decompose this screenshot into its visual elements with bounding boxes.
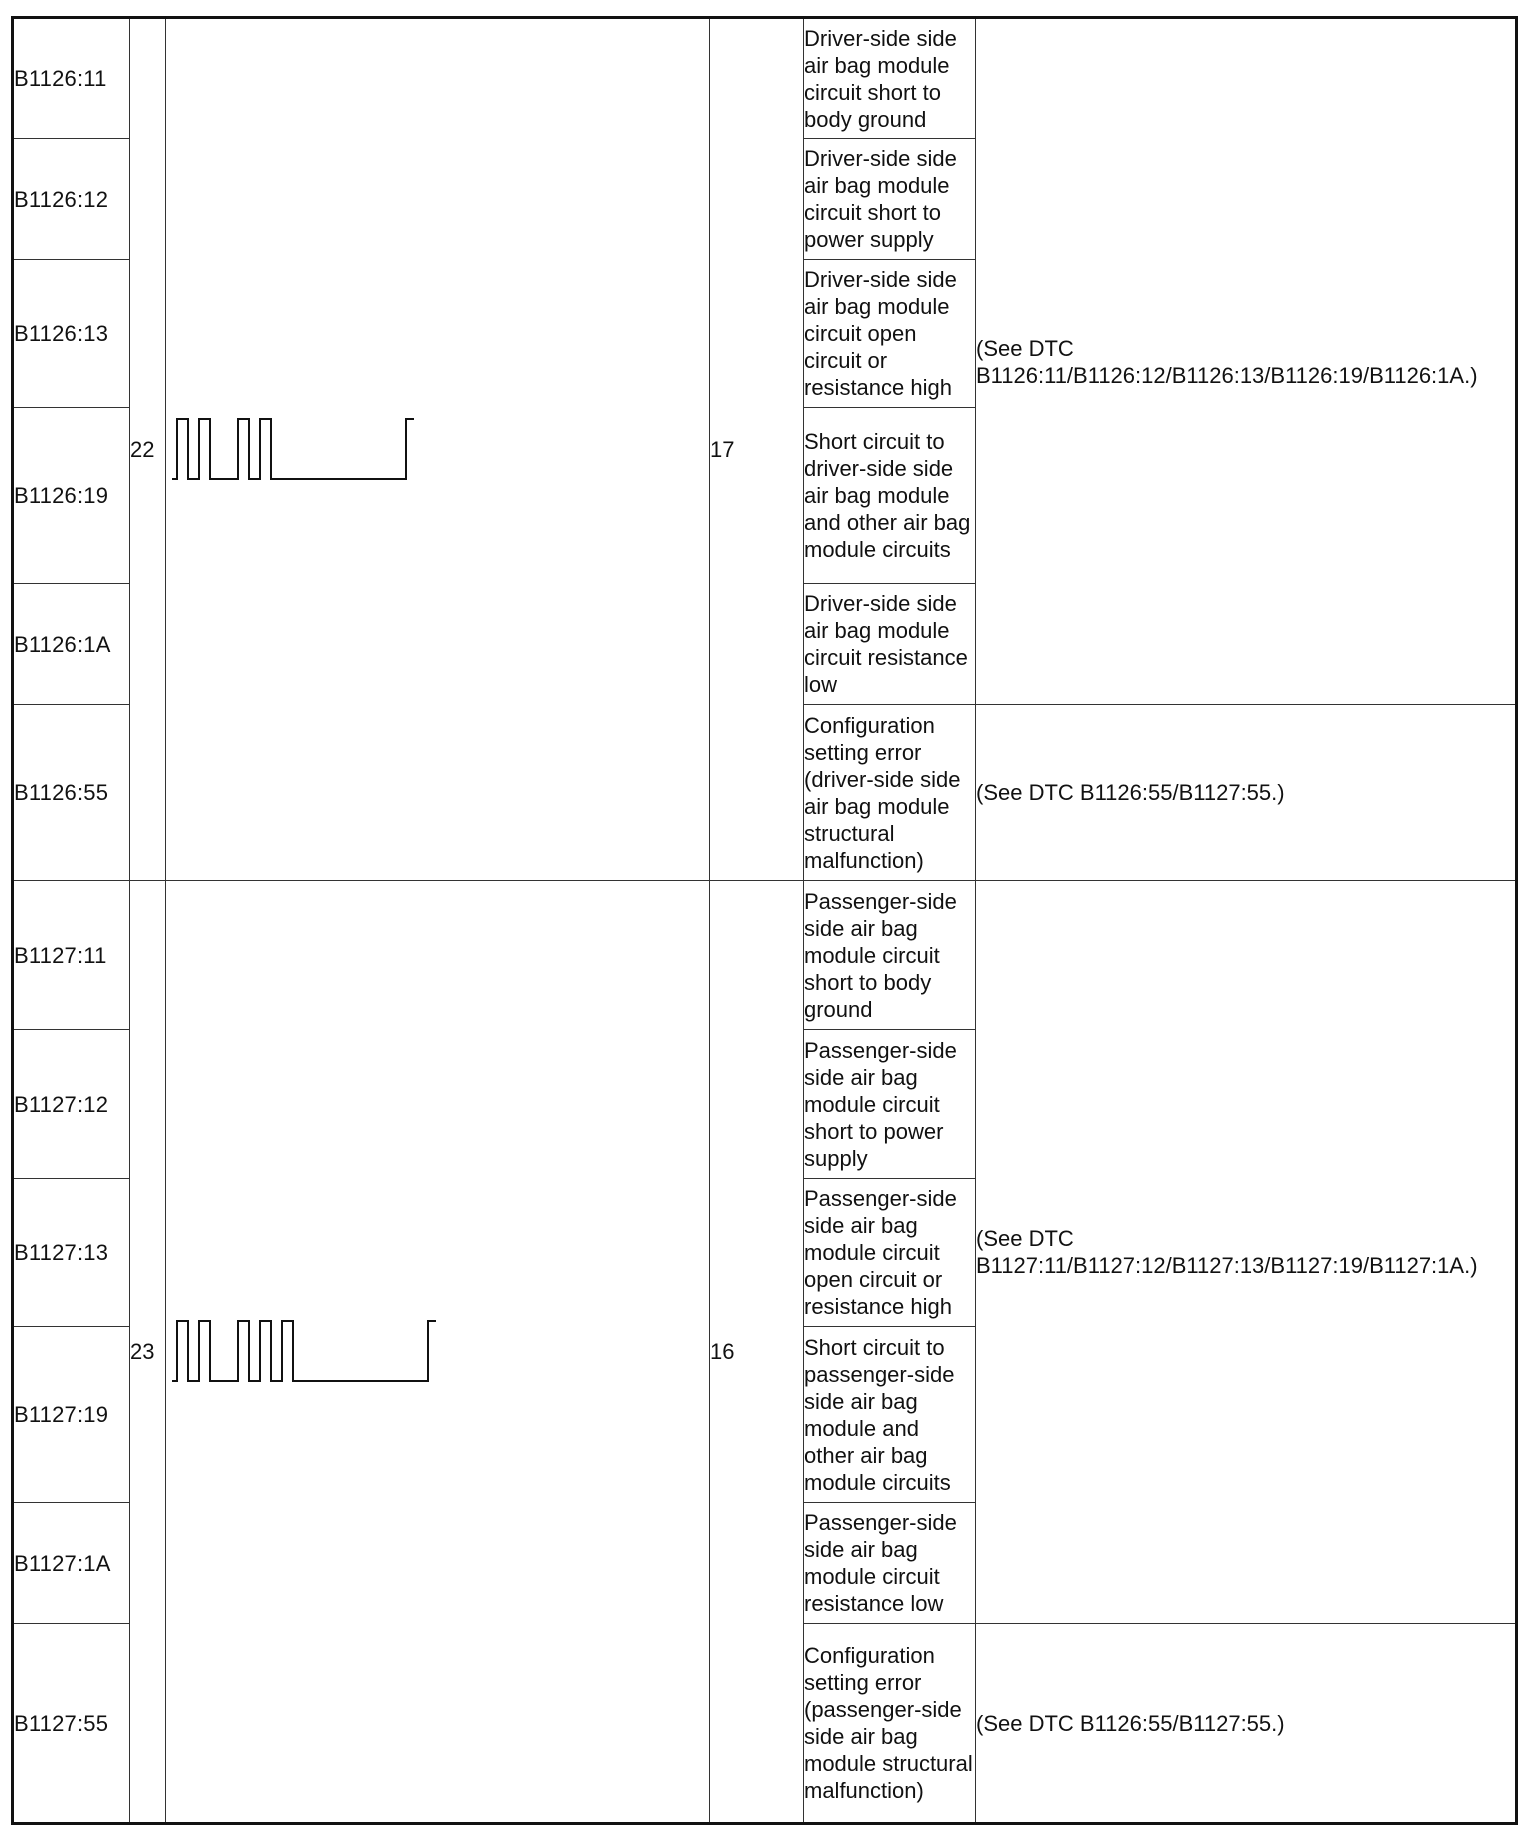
dtc-code: B1126:55 <box>13 705 130 881</box>
pulse-line <box>172 419 414 479</box>
flash-count: 16 <box>710 881 804 1824</box>
pulse-line <box>172 1321 436 1381</box>
ref-line: (See DTC <box>976 335 1074 361</box>
dtc-description: Short circuit to passenger-side side air bag module and other air bag module circuits <box>804 1327 976 1503</box>
dtc-description: Passenger-side side air bag module circuit short to power supply <box>804 1030 976 1179</box>
dtc-reference <box>976 881 1517 1624</box>
dtc-code: B1127:13 <box>13 1179 130 1327</box>
dtc-description: Configuration setting error (passenger-side side air bag module structural malfunction) <box>804 1624 976 1824</box>
flash-count: 17 <box>710 18 804 881</box>
dtc-code: B1127:11 <box>13 881 130 1030</box>
dtc-table <box>11 16 1518 1825</box>
dtc-description: Short circuit to driver-side side air bag module and other air bag module circuits <box>804 408 976 584</box>
pulse-waveform <box>166 1307 710 1397</box>
dtc-code: B1127:19 <box>13 1327 130 1503</box>
dtc-code: B1126:19 <box>13 408 130 584</box>
dtc-description: Passenger-side side air bag module circuit resistance low <box>804 1503 976 1624</box>
dtc-description: Configuration setting error (driver-side side air bag module structural malfunction) <box>804 705 976 881</box>
ref-line: B1127:11/B1127:12/B1127:13/B1127:19/B1127:1A.) <box>976 1253 1478 1278</box>
dtc-description: Passenger-side side air bag module circuit open circuit or resistance high <box>804 1179 976 1327</box>
dtc-code: B1127:12 <box>13 1030 130 1179</box>
dtc-description: Driver-side side air bag module circuit short to power supply <box>804 139 976 260</box>
dtc-code: B1126:11 <box>13 18 130 139</box>
dtc-code: B1127:55 <box>13 1624 130 1824</box>
dtc-code: B1126:12 <box>13 139 130 260</box>
dtc-reference-config: (See DTC B1126:55/B1127:55.) <box>976 1624 1517 1824</box>
dtc-description: Driver-side side air bag module circuit open circuit or resistance high <box>804 260 976 408</box>
pulse-waveform <box>166 405 710 495</box>
flash-pattern <box>166 881 710 1824</box>
dtc-description: Passenger-side side air bag module circuit short to body ground <box>804 881 976 1030</box>
ref-line: B1126:11/B1126:12/B1126:13/B1126:19/B1126:1A.) <box>976 362 1478 388</box>
dtc-description: Driver-side side air bag module circuit short to body ground <box>804 18 976 139</box>
dtc-code: B1127:1A <box>13 1503 130 1624</box>
dtc-code: B1126:1A <box>13 584 130 705</box>
dtc-code: B1126:13 <box>13 260 130 408</box>
dtc-reference-config: (See DTC B1126:55/B1127:55.) <box>976 705 1517 881</box>
ref-line: (See DTC <box>976 1226 1074 1251</box>
flash-code: 22 <box>130 18 166 881</box>
dtc-description: Driver-side side air bag module circuit resistance low <box>804 584 976 705</box>
dtc-reference <box>976 18 1517 705</box>
flash-code: 23 <box>130 881 166 1824</box>
flash-pattern <box>166 18 710 881</box>
